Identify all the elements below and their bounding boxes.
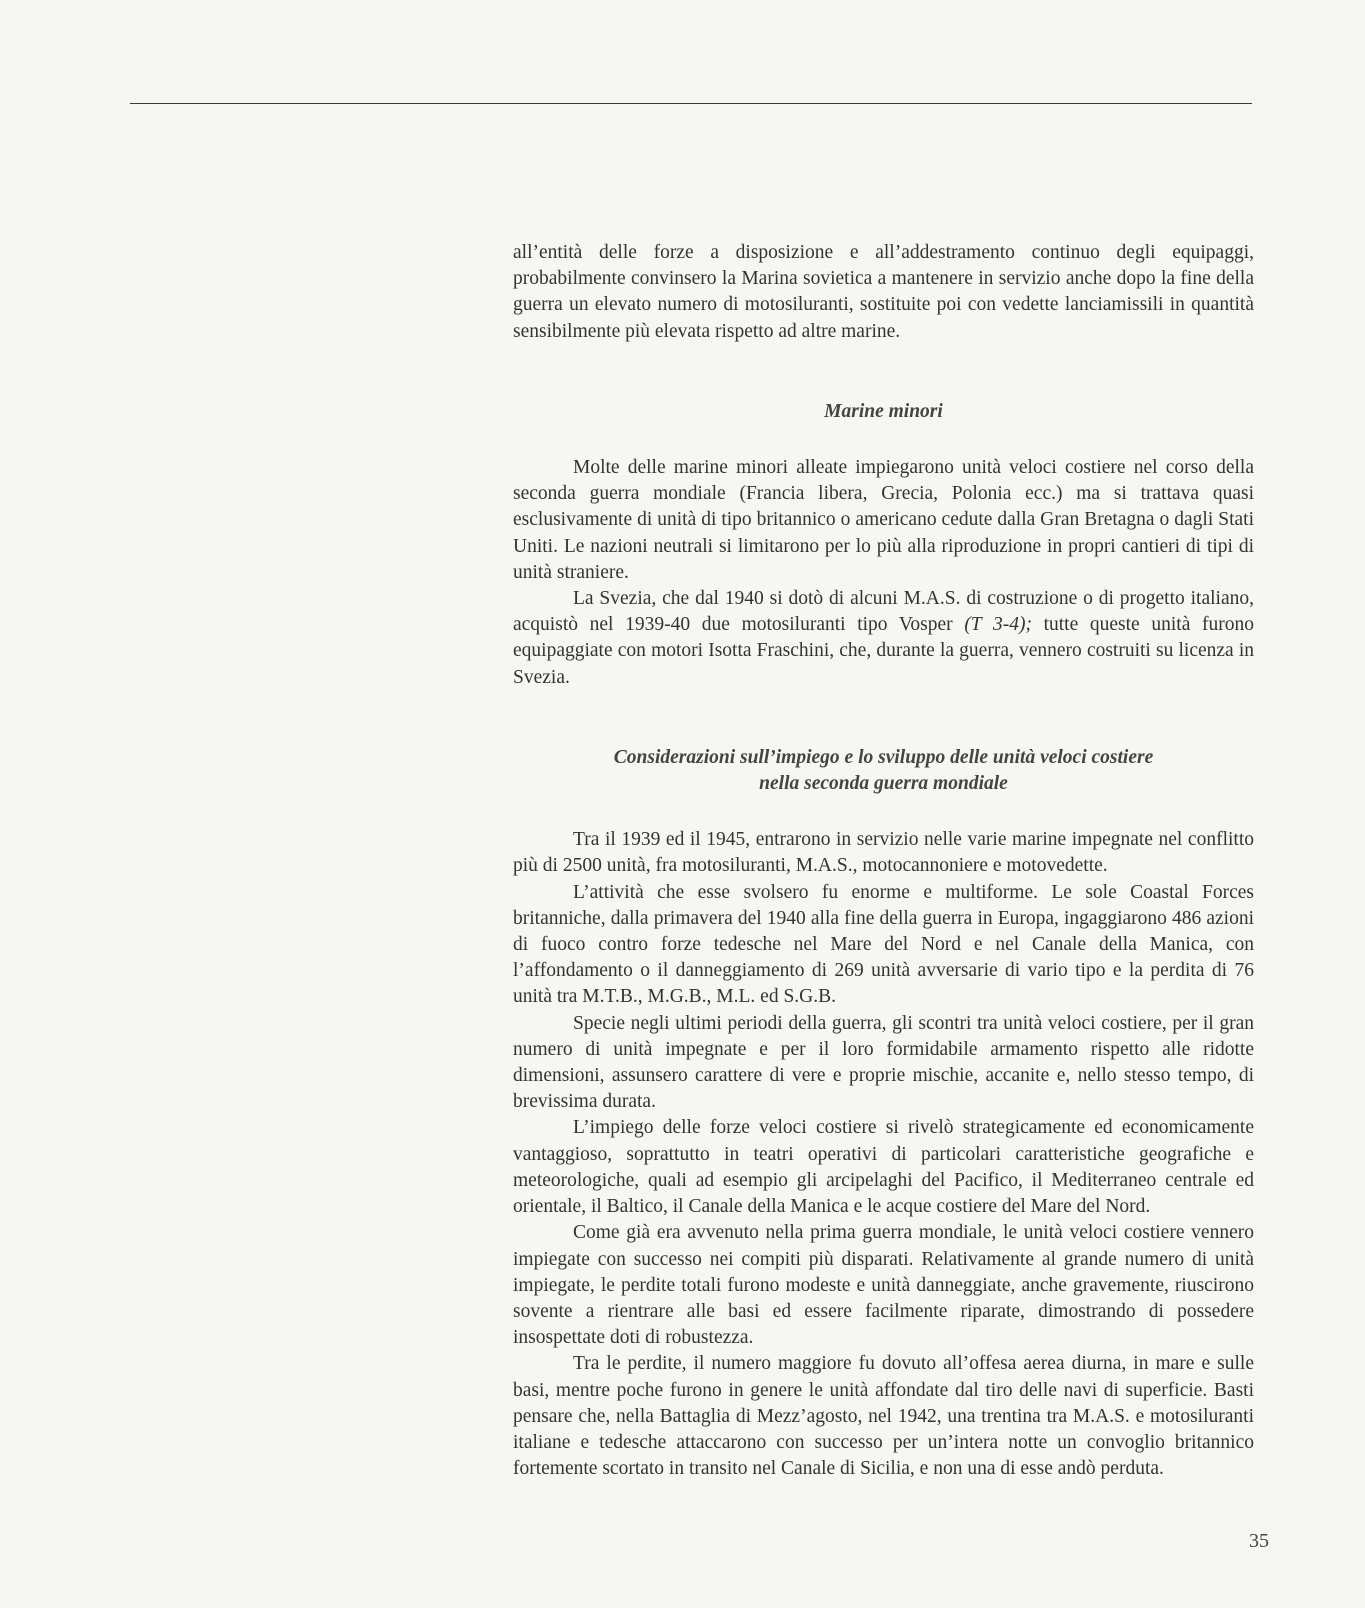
heading-line-2: nella seconda guerra mondiale (759, 773, 1008, 795)
paragraph-considerazioni-6: Tra le perdite, il numero maggiore fu dovuto all’offesa aerea diurna, in mare e sulle basi, mentre poche furono in genere le unità affondate dal tiro delle navi di superficie. Basti pensare che, nella Battaglia di Mezz’agosto, nel 1942, una trentina tra M.A.S. e motosiluranti italiane e tedesche attaccarono con successo per un’intera notte un convoglio britannico fortemente scortato in transito nel Canale di Sicilia, e non una di esse andò perduta. (513, 1353, 1254, 1480)
text-column (513, 240, 1254, 1482)
heading-line-1: Considerazioni sull’impiego e lo sviluppo delle unità veloci costiere (613, 746, 1154, 768)
paragraph-text: tutte queste unità furono equipaggiate con motori Isotta Fraschini, che, durante la guerra, vennero costruiti su licenza in Svezia. (513, 614, 1254, 688)
italic-designation: (T 3-4); (964, 614, 1032, 636)
page-number: 35 (1249, 1530, 1269, 1552)
paragraph-considerazioni-5: Come già era avvenuto nella prima guerra mondiale, le unità veloci costiere vennero impiegate con successo nei compiti più disparati. Relativamente al grande numero di unità impiegate, le perdite totali furono modeste e unità danneggiate, anche gravemente, riuscirono sovente a rientrare alle basi ed essere facilmente riparate, dimostrando di possedere insospettate doti di robustezza. (513, 1222, 1254, 1349)
paragraph-considerazioni-1: Tra il 1939 ed il 1945, entrarono in servizio nelle varie marine impegnate nel conflitto più di 2500 unità, fra motosiluranti, M.A.S., motocannoniere e motovedette. (513, 829, 1254, 877)
section-heading-marine-minori: Marine minori (824, 400, 943, 422)
header-rule (130, 103, 1252, 104)
paragraph-considerazioni-4: L’impiego delle forze veloci costiere si rivelò strategicamente ed economicamente vantaggioso, soprattutto in teatri operativi di particolari caratteristiche geografiche e meteorologiche, quali ad esempio gli arcipelaghi del Pacifico, il Mediterraneo centrale ed orientale, il Baltico, il Canale della Manica e le acque costiere del Mare del Nord. (513, 1117, 1254, 1218)
paragraph-considerazioni-3: Specie negli ultimi periodi della guerra, gli scontri tra unità veloci costiere, per il gran numero di unità impegnate e per il loro formidabile armamento rispetto alle ridotte dimensioni, assunsero carattere di vere e proprie mischie, accanite e, nello stesso tempo, di brevissima durata. (513, 1012, 1254, 1113)
section-heading-considerazioni (513, 745, 1254, 797)
paragraph-marine-minori-2 (513, 586, 1254, 691)
paragraph-text: La Svezia, che dal 1940 si dotò di alcuni M.A.S. di costruzione o di progetto italiano, acquistò nel 1939-40 due motosiluranti tipo Vosper (513, 588, 1254, 636)
paragraph-intro: all’entità delle forze a disposizione e all’addestramento continuo degli equipaggi, probabilmente convinsero la Marina sovietica a mantenere in servizio anche dopo la fine della guerra un elevato numero di motosiluranti, sostituite poi con vedette lanciamissili in quantità sensibilmente più elevata rispetto ad altre marine. (513, 242, 1254, 342)
paragraph-marine-minori-1: Molte delle marine minori alleate impiegarono unità veloci costiere nel corso della seconda guerra mondiale (Francia libera, Grecia, Polonia ecc.) ma si trattava quasi esclusivamente di unità di tipo britannico o americano cedute dalla Gran Bretagna o dagli Stati Uniti. Le nazioni neutrali si limitarono per lo più alla riproduzione in propri cantieri di tipi di unità straniere. (513, 457, 1254, 583)
paragraph-considerazioni-2: L’attività che esse svolsero fu enorme e multiforme. Le sole Coastal Forces britanniche, dalla primavera del 1940 alla fine della guerra in Europa, ingaggiarono 486 azioni di fuoco contro forze tedesche nel Mare del Nord e nel Canale della Manica, con l’affondamento o il danneggiamento di 269 unità avversarie di vario tipo e la perdita di 76 unità tra M.T.B., M.G.B., M.L. ed S.G.B. (513, 881, 1254, 1008)
